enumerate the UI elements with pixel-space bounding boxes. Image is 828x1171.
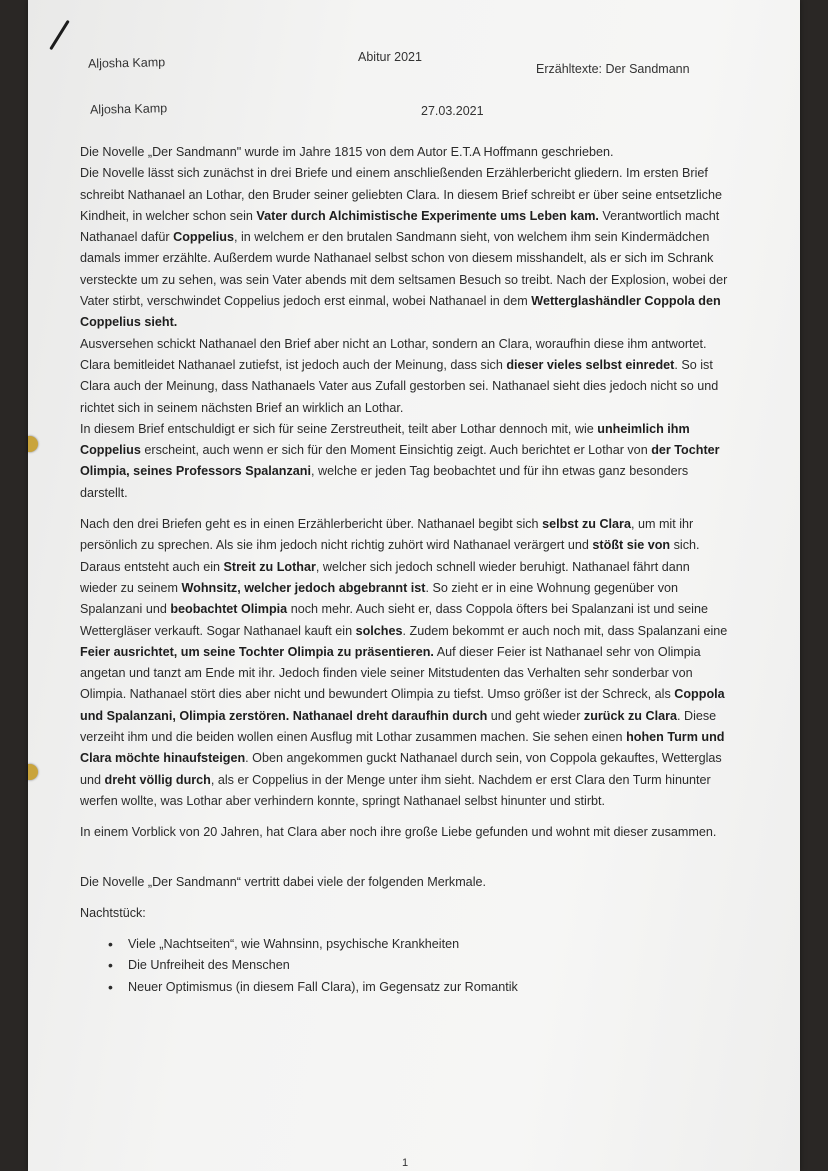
text-run: Ausversehen schickt Nathanael den Brief aber nicht an Lothar, sondern an Clara, woraufhin diese ihm antwortet. bbox=[80, 336, 707, 351]
paragraph-2 bbox=[80, 163, 730, 333]
text-run: Auf dieser Feier ist Nathanael sehr von Olimpia angetan und tanzt am Ende mit ihr. Jedoch finden viele seiner Mitstudenten das Verhalten sehr sonderbar von Olimpia. Nathanael stört dies aber nicht und bewundert Olimpia zu tiefst. Umso größer ist der Schreck, als bbox=[80, 644, 701, 702]
bold-run: der Tochter Olimpia, seines Professors Spalanzani bbox=[80, 443, 720, 479]
bold-run: zurück zu Clara bbox=[583, 708, 677, 723]
paragraph-3 bbox=[80, 334, 730, 355]
bold-run: dreht völlig durch bbox=[104, 772, 211, 787]
pen-mark bbox=[49, 20, 70, 50]
document-body bbox=[80, 142, 730, 998]
page-number: 1 bbox=[402, 1157, 409, 1169]
text-run: erscheint, auch wenn er sich für den Moment Einsichtig zeigt. Auch berichtet er Lothar von bbox=[140, 443, 652, 458]
list-item: • Viele „Nachtseiten“, wie Wahnsinn, psychische Krankheiten bbox=[108, 934, 730, 955]
bold-run: unheimlich ihm Coppelius bbox=[80, 421, 690, 458]
bold-run: Streit zu Lothar bbox=[223, 559, 316, 574]
bold-run: Feier ausrichtet, um seine Tochter Olimpia zu präsentieren. bbox=[80, 644, 434, 659]
text-run: , um mit ihr persönlich zu sprechen. Als sie ihm jedoch nicht richtig zuhört wird Nathanael verärgert und bbox=[80, 517, 694, 553]
bold-run: Wohnsitz, welcher jedoch abgebrannt ist bbox=[181, 580, 426, 595]
paragraph-9 bbox=[80, 903, 730, 924]
text-run: sich. Daraus entsteht auch ein bbox=[80, 538, 700, 574]
text-run: noch mehr. Auch sieht er, dass Coppola öfters bei Spalanzani ist und seine Wettergläser verkauft. Sogar Nathanael kauft ein bbox=[80, 602, 708, 638]
text-run: Clara bemitleidet Nathanael zutiefst, ist jedoch auch der Meinung, dass sich bbox=[80, 357, 507, 372]
text-run: , welche er jeden Tag beobachtet und für ihn etwas ganz besonders darstellt. bbox=[80, 464, 689, 500]
text-run: . Oben angekommen guckt Nathanael durch sein, von Coppola gekauftes, Wetterglas und bbox=[80, 751, 722, 787]
text-run: In einem Vorblick von 20 Jahren, hat Clara aber noch ihre große Liebe gefunden und wohnt mit dieser zusammen. bbox=[80, 825, 717, 840]
header-exam: Abitur 2021 bbox=[358, 50, 422, 64]
bold-run: Vater durch Alchimistische Experimente ums Leben kam. bbox=[256, 208, 599, 223]
list-item: • Die Unfreiheit des Menschen bbox=[108, 955, 730, 976]
text-run: In diesem Brief entschuldigt er sich für seine Zerstreutheit, teilt aber Lothar dennoch mit, wie bbox=[80, 421, 598, 436]
text-run: Nach den drei Briefen geht es in einen Erzählerbericht über. Nathanael begibt sich bbox=[80, 517, 543, 532]
header-author: Aljosha Kamp bbox=[87, 55, 166, 71]
paragraph-5 bbox=[80, 419, 730, 504]
header-date: 27.03.2021 bbox=[421, 104, 484, 118]
bold-run: beobachtet Olimpia bbox=[170, 602, 288, 617]
text-run: Die Novelle „Der Sandmann" wurde im Jahre 1815 von dem Autor E.T.A Hoffmann geschrieben. bbox=[80, 145, 614, 159]
bold-run: Coppola und Spalanzani, Olimpia zerstören. Nathanael dreht daraufhin durch bbox=[80, 687, 725, 723]
text-run: Die Novelle „Der Sandmann“ vertritt dabei viele der folgenden Merkmale. bbox=[80, 874, 486, 889]
text-run: . So zieht er in eine Wohnung gegenüber von Spalanzani und bbox=[80, 580, 679, 617]
text-run: , welcher sich jedoch schnell wieder beruhigt. Nathanael fährt dann wieder zu seinem bbox=[80, 559, 690, 595]
text-run: . So ist Clara auch der Meinung, dass Nathanaels Vater aus Zufall gestorben sei. Nathanael sieht dies jedoch nicht so und richtet sich in seinem nächsten Brief an wirklich an Lothar. bbox=[80, 357, 719, 415]
bold-run: stößt sie von bbox=[592, 538, 671, 553]
bold-run: selbst zu Clara bbox=[542, 517, 631, 532]
header-subject: Erzähltexte: Der Sandmann bbox=[536, 62, 690, 76]
feature-list bbox=[80, 934, 730, 998]
text-run: , in welchem er den brutalen Sandmann sieht, von welchem ihm sein Kindermädchen damals immer erzählte. Außerdem wurde Nathanael selbst schon von diesem misshandelt, als er sich im Schrank versteckte um zu sehen, was sein Vater abends mit dem seltsamen Besuch so treibt. Nach der Explosion, wobei der Vater stirbt, verschwindet Coppelius jedoch erst einmal, wobei Nathanael in dem bbox=[80, 230, 728, 309]
bold-run: Coppelius bbox=[173, 230, 234, 245]
bold-run: Wetterglashändler Coppola den Coppelius sieht. bbox=[80, 294, 721, 330]
paragraph-6 bbox=[80, 514, 730, 812]
paragraph-7 bbox=[80, 822, 730, 843]
paragraph-4 bbox=[80, 355, 730, 419]
text-run: Nachtstück: bbox=[80, 905, 146, 920]
text-run: . Diese verzeiht ihm und die beiden wollen einen Ausflug mit Lothar zusammen machen. Sie sehen einen bbox=[80, 708, 717, 745]
bold-run: hohen Turm und Clara möchte hinaufsteigen bbox=[80, 730, 725, 766]
text-run: Verantwortlich macht Nathanael dafür bbox=[80, 208, 720, 245]
text-run: und geht wieder bbox=[487, 708, 584, 723]
bold-run: dieser vieles selbst einredet bbox=[506, 357, 675, 372]
text-run: . Zudem bekommt er auch noch mit, dass Spalanzani eine bbox=[402, 623, 728, 638]
text-run: Die Novelle lässt sich zunächst in drei Briefe und einem anschließenden Erzählerbericht gliedern. Im ersten Brief schreibt Nathanael an Lothar, den Bruder seiner geliebten Clara. In diesem Brief schreibt er über seine entsetzliche Kindheit, in welcher schon sein bbox=[80, 166, 722, 223]
text-run: , als er Coppelius in der Menge unter ihm sieht. Nachdem er erst Clara den Turm hinunter werfen wollte, was Lothar aber verhindern konnte, springt Nathanael selbst hinunter und stirbt. bbox=[80, 772, 711, 808]
header-author-2: Aljosha Kamp bbox=[89, 101, 168, 117]
list-item: • Neuer Optimismus (in diesem Fall Clara), im Gegensatz zur Romantik bbox=[108, 977, 730, 998]
paragraph-1 bbox=[80, 142, 730, 163]
bold-run: solches bbox=[355, 623, 403, 638]
paragraph-8 bbox=[80, 872, 730, 893]
